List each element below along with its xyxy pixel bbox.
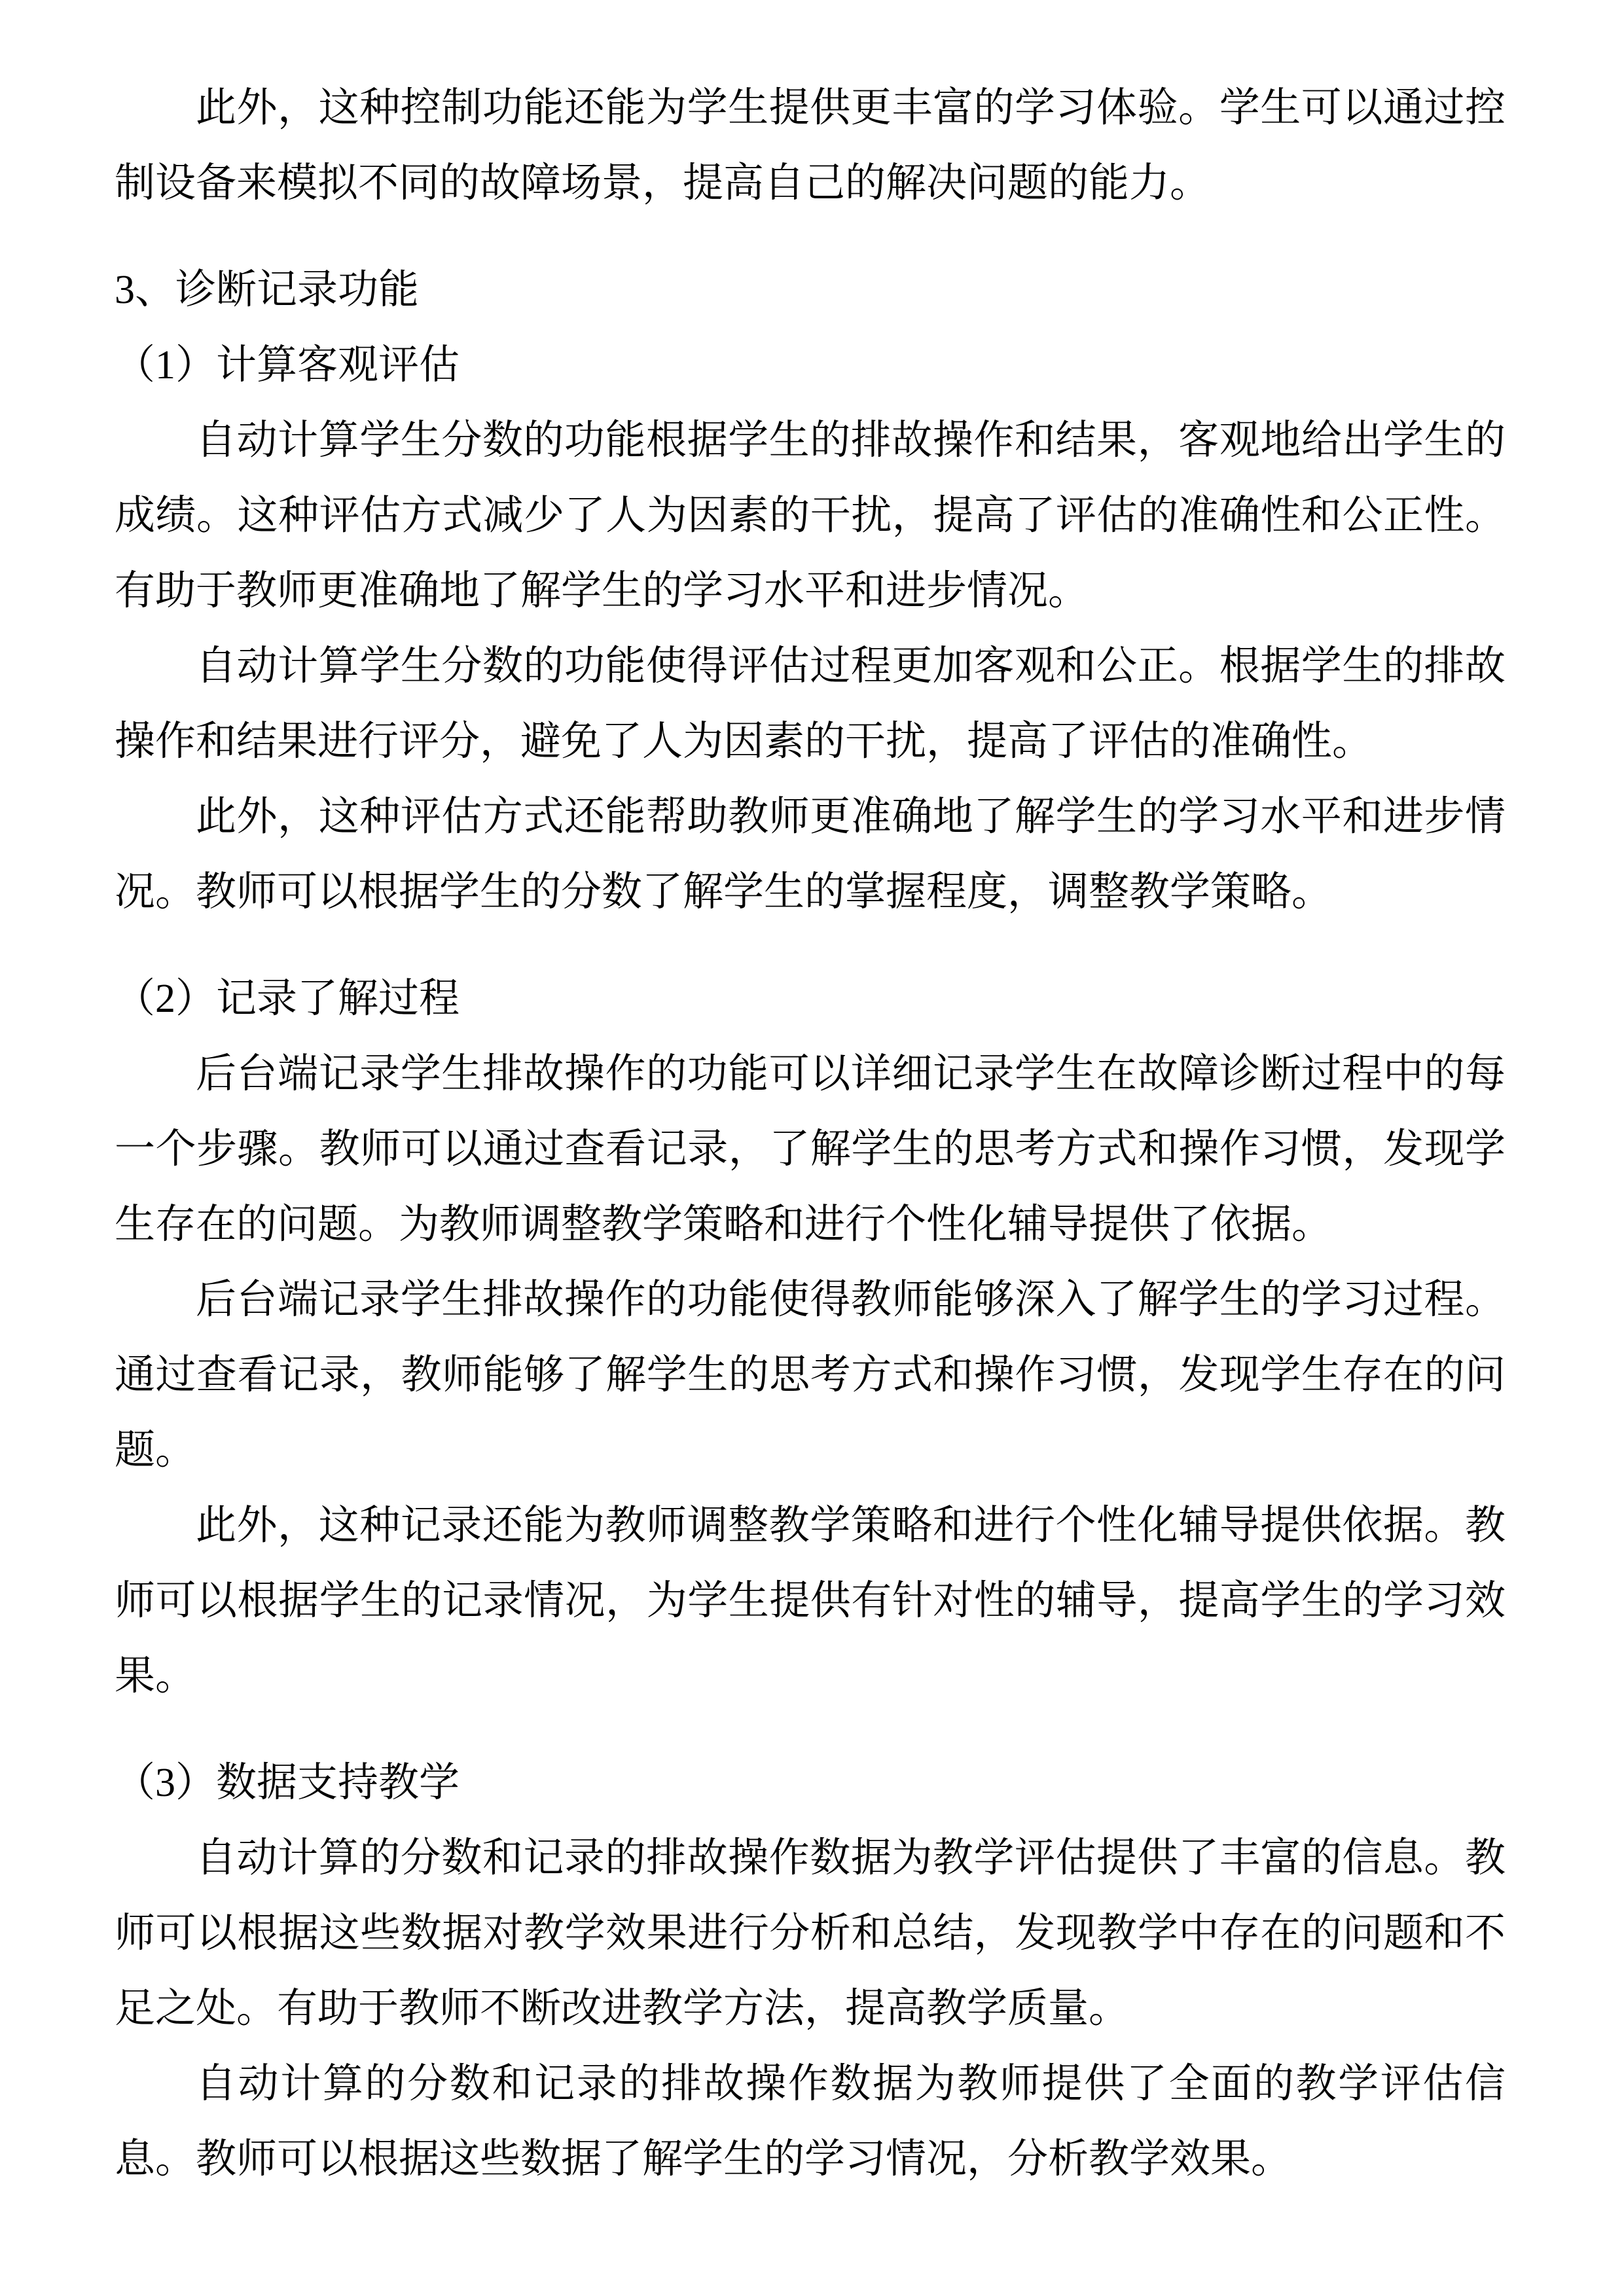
paragraph: 此外，这种评估方式还能帮助教师更准确地了解学生的学习水平和进步情况。教师可以根据学生的分数了解学生的掌握程度，调整教学策略。 [115, 795, 1506, 914]
paragraph: 自动计算的分数和记录的排故操作数据为教师提供了全面的教学评估信息。教师可以根据这些数据了解学生的学习情况，分析教学效果。 [115, 2062, 1506, 2181]
paragraph: 后台端记录学生排故操作的功能可以详细记录学生在故障诊断过程中的每一个步骤。教师可以通过查看记录，了解学生的思考方式和操作习惯，发现学生存在的问题。为教师调整教学策略和进行个性化辅导提供了依据。 [115, 1052, 1506, 1247]
document-content [115, 71, 1506, 2197]
sub-heading: （1）计算客观评估 [115, 343, 460, 387]
paragraph: 此外，这种记录还能为教师调整教学策略和进行个性化辅导提供依据。教师可以根据学生的记录情况，为学生提供有针对性的辅导，提高学生的学习效果。 [115, 1503, 1506, 1698]
paragraph: 自动计算学生分数的功能使得评估过程更加客观和公正。根据学生的排故操作和结果进行评分，避免了人为因素的干扰，提高了评估的准确性。 [115, 644, 1506, 764]
paragraph: 此外，这种控制功能还能为学生提供更丰富的学习体验。学生可以通过控制设备来模拟不同的故障场景，提高自己的解决问题的能力。 [115, 86, 1506, 206]
paragraph: 后台端记录学生排故操作的功能使得教师能够深入了解学生的学习过程。通过查看记录，教师能够了解学生的思考方式和操作习惯，发现学生存在的问题。 [115, 1278, 1506, 1473]
paragraph: 自动计算的分数和记录的排故操作数据为教学评估提供了丰富的信息。教师可以根据这些数据对教学效果进行分析和总结，发现教学中存在的问题和不足之处。有助于教师不断改进教学方法，提高教学质量。 [115, 1836, 1506, 2031]
section-heading: 3、诊断记录功能 [115, 268, 420, 312]
paragraph: 自动计算学生分数的功能根据学生的排故操作和结果，客观地给出学生的成绩。这种评估方式减少了人为因素的干扰，提高了评估的准确性和公正性。有助于教师更准确地了解学生的学习水平和进步情况。 [115, 418, 1506, 613]
sub-heading: （2）记录了解过程 [115, 977, 460, 1021]
sub-heading: （3）数据支持教学 [115, 1761, 460, 1805]
